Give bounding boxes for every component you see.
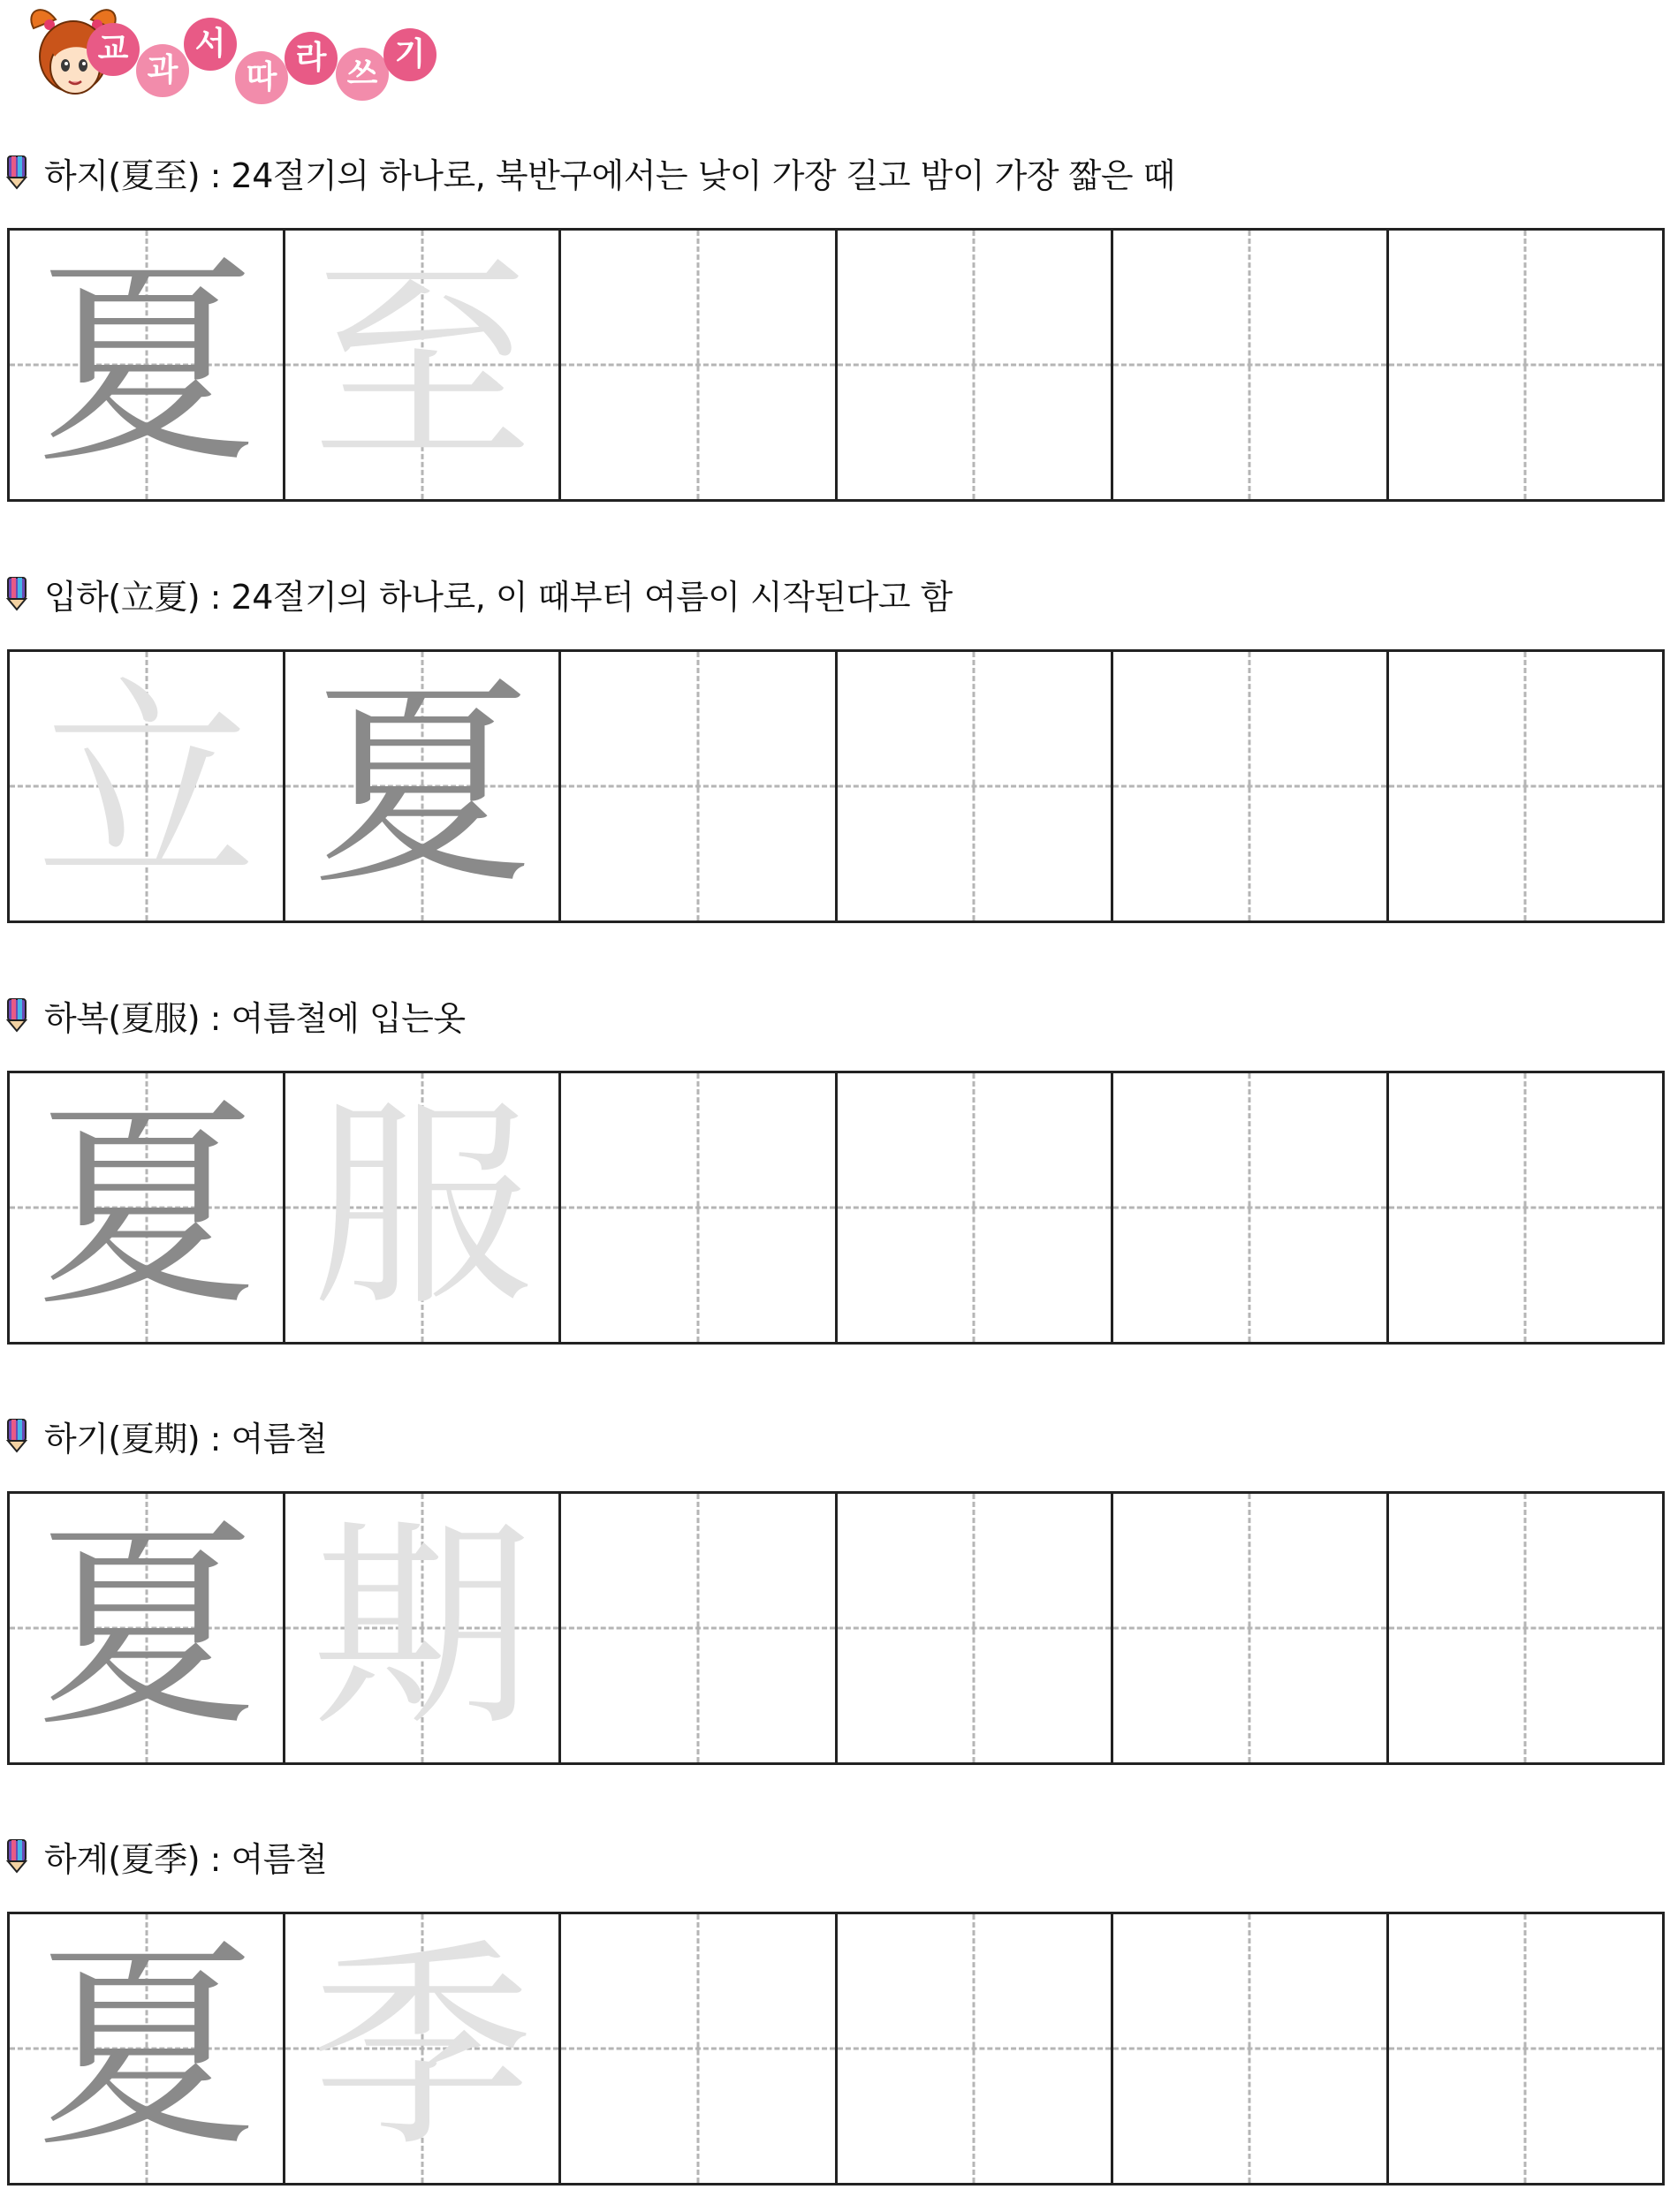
- practice-cell[interactable]: [1389, 231, 1662, 499]
- guide-line-horizontal: [561, 1207, 834, 1209]
- sample-cell: [285, 1073, 561, 1342]
- guide-line-horizontal: [561, 785, 834, 788]
- guide-line-horizontal: [1389, 364, 1662, 367]
- entry-title-row: [5, 572, 953, 616]
- entry-title-row: [5, 1413, 327, 1458]
- practice-cell[interactable]: [561, 1073, 837, 1342]
- guide-line-horizontal: [1389, 1207, 1662, 1209]
- entry-title: 하기(夏期) : 여름철: [44, 1419, 328, 1458]
- sample-cell: [10, 652, 285, 920]
- practice-cell[interactable]: [1113, 1494, 1389, 1762]
- hanja-character: 至: [311, 236, 533, 493]
- crayon-bullet-icon: [5, 1418, 28, 1453]
- practice-cell[interactable]: [561, 652, 837, 920]
- guide-line-horizontal: [561, 1627, 834, 1630]
- practice-cell[interactable]: [561, 1494, 837, 1762]
- sample-cell: [10, 1494, 285, 1762]
- practice-cell[interactable]: [1389, 652, 1662, 920]
- practice-grid: [7, 228, 1665, 502]
- practice-cell[interactable]: [1113, 652, 1389, 920]
- entry-title: 하지(夏至) : 24절기의 하나로, 북반구에서는 낮이 가장 길고 밤이 가장 짧은 때: [44, 155, 1175, 195]
- practice-cell[interactable]: [1113, 231, 1389, 499]
- logo-letter: 과: [136, 44, 189, 97]
- guide-line-horizontal: [1113, 364, 1386, 367]
- logo-letter: 교: [87, 23, 140, 76]
- entry-title-row: [5, 1834, 327, 1878]
- guide-line-horizontal: [838, 2048, 1111, 2050]
- logo-letter: 따: [235, 51, 288, 104]
- practice-grid: [7, 1912, 1665, 2185]
- guide-line-horizontal: [1389, 1627, 1662, 1630]
- hanja-character: 夏: [35, 1079, 257, 1336]
- practice-grid: [7, 1071, 1665, 1345]
- practice-cell[interactable]: [1389, 1494, 1662, 1762]
- hanja-character: 夏: [35, 236, 257, 493]
- header-logo: [25, 2, 484, 125]
- guide-line-horizontal: [1113, 785, 1386, 788]
- entry-title: 하복(夏服) : 여름철에 입는옷: [44, 998, 466, 1038]
- guide-line-horizontal: [1113, 2048, 1386, 2050]
- practice-cell[interactable]: [1389, 1914, 1662, 2183]
- practice-grid: [7, 1491, 1665, 1765]
- guide-line-horizontal: [1389, 785, 1662, 788]
- guide-line-horizontal: [1389, 2048, 1662, 2050]
- hanja-character: 期: [311, 1499, 533, 1756]
- sample-cell: [285, 231, 561, 499]
- logo-letter: 서: [184, 18, 237, 71]
- crayon-bullet-icon: [5, 1838, 28, 1874]
- crayon-bullet-icon: [5, 155, 28, 190]
- practice-grid: [7, 649, 1665, 923]
- guide-line-horizontal: [838, 785, 1111, 788]
- sample-cell: [10, 1073, 285, 1342]
- practice-cell[interactable]: [1389, 1073, 1662, 1342]
- guide-line-horizontal: [838, 364, 1111, 367]
- practice-cell[interactable]: [1113, 1914, 1389, 2183]
- hanja-character: 服: [311, 1079, 533, 1336]
- practice-cell[interactable]: [838, 231, 1113, 499]
- entry-title: 하계(夏季) : 여름철: [44, 1839, 328, 1879]
- practice-cell[interactable]: [561, 231, 837, 499]
- crayon-bullet-icon: [5, 997, 28, 1033]
- hanja-character: 季: [311, 1920, 533, 2177]
- sample-cell: [285, 652, 561, 920]
- sample-cell: [10, 231, 285, 499]
- entry-title: 입하(立夏) : 24절기의 하나로, 이 때부터 여름이 시작된다고 함: [44, 577, 953, 617]
- guide-line-horizontal: [838, 1207, 1111, 1209]
- hanja-character: 夏: [35, 1499, 257, 1756]
- crayon-bullet-icon: [5, 576, 28, 611]
- guide-line-horizontal: [561, 2048, 834, 2050]
- hanja-character: 立: [35, 657, 257, 914]
- guide-line-horizontal: [561, 364, 834, 367]
- logo-letter: 라: [285, 32, 338, 85]
- hanja-character: 夏: [35, 1920, 257, 2177]
- entry-title-row: [5, 993, 466, 1037]
- logo-letter: 쓰: [336, 48, 389, 101]
- practice-cell[interactable]: [1113, 1073, 1389, 1342]
- entry-title-row: [5, 150, 1175, 194]
- practice-cell[interactable]: [838, 1073, 1113, 1342]
- practice-cell[interactable]: [561, 1914, 837, 2183]
- practice-cell[interactable]: [838, 1914, 1113, 2183]
- guide-line-horizontal: [838, 1627, 1111, 1630]
- sample-cell: [285, 1494, 561, 1762]
- hanja-character: 夏: [311, 657, 533, 914]
- guide-line-horizontal: [1113, 1627, 1386, 1630]
- guide-line-horizontal: [1113, 1207, 1386, 1209]
- sample-cell: [10, 1914, 285, 2183]
- practice-cell[interactable]: [838, 652, 1113, 920]
- sample-cell: [285, 1914, 561, 2183]
- logo-letter: 기: [383, 28, 436, 81]
- practice-cell[interactable]: [838, 1494, 1113, 1762]
